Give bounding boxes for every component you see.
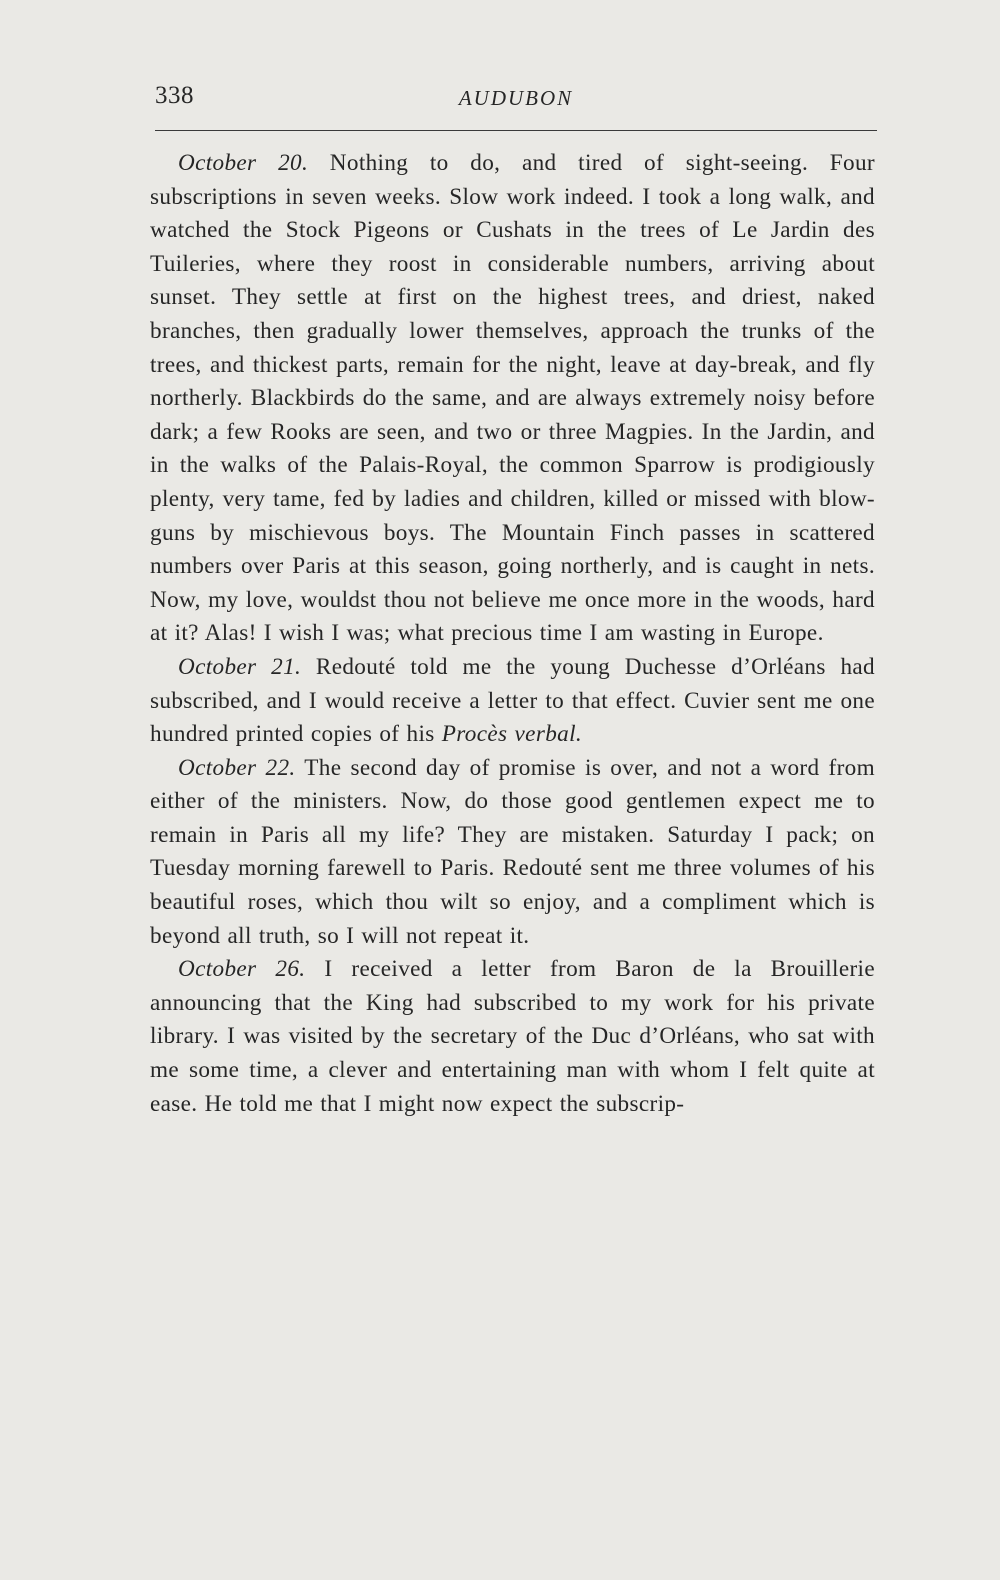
running-title: AUDUBON — [458, 86, 574, 110]
diary-entry-october-21 — [150, 651, 875, 752]
entry-text: Redouté told me the young Duchesse d’Orléans had subscribed, and I would receive a letter to that effect. Cuvier sent me one hundred printed copies of his — [150, 653, 875, 748]
entry-text: The second day of promise is over, and not a word from either of the ministers. Now, do those good gentlemen expect me to remain in Paris all my life? They are mistaken. Saturday I pack; on Tuesday morning farewell to Paris. Redouté sent me three volumes of his beautiful roses, which thou wilt so enjoy, and a compliment which is beyond all truth, so I will not repeat it. — [150, 754, 875, 949]
entry-date: October 26. — [178, 956, 306, 983]
diary-entry-october-20 — [150, 147, 875, 651]
entry-date: October 22. — [178, 754, 296, 781]
page-number: 338 — [155, 82, 194, 109]
entry-date: October 20. — [178, 150, 309, 176]
italic-title: Procès verbal. — [441, 721, 583, 748]
running-head — [155, 82, 877, 122]
entry-text: Nothing to do, and tired of sight-seeing. Four subscriptions in seven weeks. Slow work indeed. I took a long walk, and watched the Stock Pigeons or Cushats in the trees of Le Jardin des Tuileries, where they roost in considerable numbers, arriving about sunset. They settle at first on the highest trees, and driest, naked branches, then gradually lower themselves, approach the trunks of the trees, and thickest parts, remain for the night, leave at day-break, and fly northerly. Blackbirds do the same, and are always extremely noisy before dark; a few Rooks are seen, and two or three Magpies. In the Jardin, and in the walks of the Palais-Royal, the common Sparrow is prodigiously plenty, very tame, fed by ladies and children, killed or missed with blow-guns by mischievous boys. The Mountain Finch passes in scattered numbers over Paris at this season, going northerly, and is caught in nets. Now, my love, wouldst thou not believe me once more in the woods, hard at it? Alas! I wish I was; what precious time I am wasting in Europe. — [150, 150, 875, 647]
diary-entry-october-22 — [150, 752, 875, 954]
header-rule — [155, 130, 877, 131]
entry-text: I received a letter from Baron de la Brouillerie announcing that the King had subscribed to my work for his private library. I was visited by the secretary of the Duc d’Orléans, who sat with me some time, a clever and entertaining man with whom I felt quite at ease. He told me that I might now expect the subscrip- — [150, 956, 875, 1117]
entry-date: October 21. — [178, 653, 302, 680]
diary-entry-october-26 — [150, 953, 875, 1121]
body-text — [150, 147, 875, 1121]
